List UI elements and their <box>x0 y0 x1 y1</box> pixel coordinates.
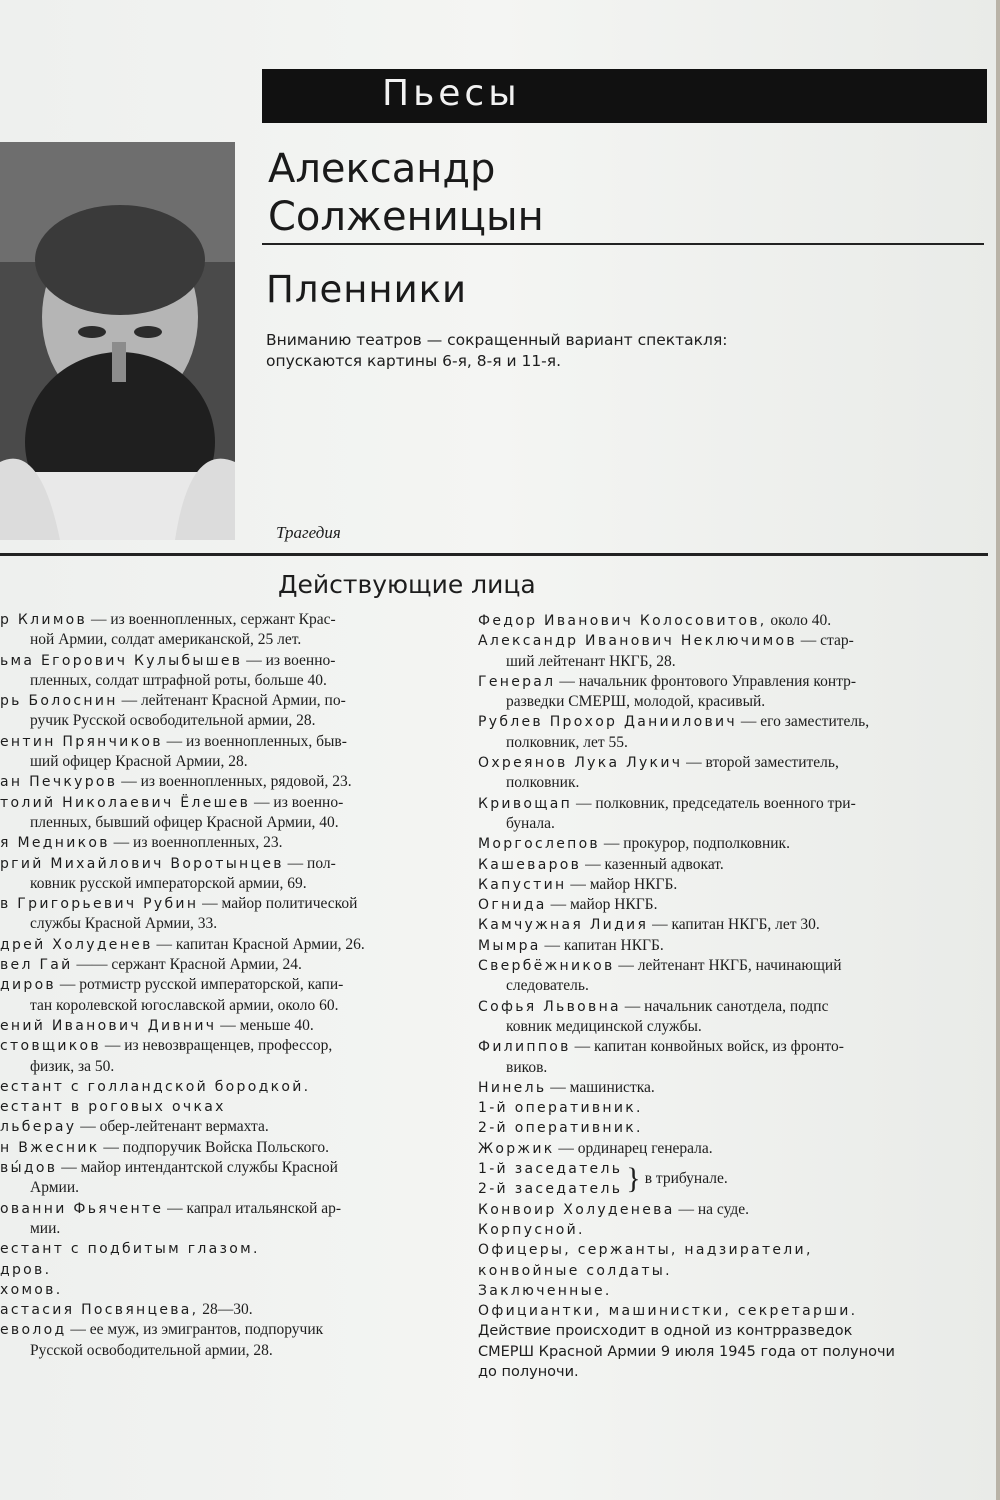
character-name: Охреянов Лука Лукич <box>478 755 683 772</box>
assessor-description: в трибунале. <box>644 1170 728 1188</box>
cast-entry <box>0 1300 450 1320</box>
section-title: Пьесы <box>382 73 521 114</box>
character-description: около 40. <box>766 612 832 629</box>
cast-entry-continuation: тан королевской югославской армии, около 60. <box>30 996 339 1014</box>
character-name: Мымра <box>478 937 541 954</box>
cast-entry <box>478 1139 973 1159</box>
cast-entry <box>0 1016 450 1036</box>
character-name: естант с подбитым глазом. <box>0 1241 260 1258</box>
cast-entry-continuation: бунала. <box>506 814 555 832</box>
character-description: — из военнопленных, быв- <box>162 732 347 750</box>
cast-entry <box>478 1118 973 1138</box>
character-description: — капитан конвойных войск, из фронто- <box>570 1038 844 1056</box>
cast-entry-continuation: ной Армии, солдат американской, 25 лет. <box>30 631 302 649</box>
character-name: ений Иванович Дивнич <box>0 1017 217 1034</box>
cast-entry <box>0 854 450 874</box>
cast-entry-continuation: мии. <box>30 1219 61 1237</box>
character-description: — лейтенант Красной Армии, по- <box>117 692 346 710</box>
character-description: — начальник фронтового Управления контр- <box>555 672 857 690</box>
cast-entry <box>478 895 973 915</box>
author-portrait-photo <box>0 142 235 540</box>
author-first-name: Александр <box>268 146 496 192</box>
character-description: — прокурор, подполковник. <box>599 835 790 853</box>
cast-entry <box>0 833 450 853</box>
character-name: ованни Фьяченте <box>0 1200 164 1217</box>
cast-entry <box>478 712 973 732</box>
character-name: Камчужная Лидия <box>478 917 649 934</box>
cast-entry <box>478 1200 973 1220</box>
section-header-bar <box>262 69 987 123</box>
character-name: вел Гай <box>0 957 73 974</box>
character-description: — машинистка. <box>546 1078 655 1096</box>
brace-symbol: } <box>626 1162 641 1196</box>
cast-entry <box>478 1301 973 1321</box>
cast-entry-continuation: виков. <box>506 1058 548 1076</box>
cast-entry-continuation: физик, за 50. <box>30 1057 115 1075</box>
character-description: — обер-лейтенант вермахта. <box>76 1118 269 1136</box>
setting-line: СМЕРШ Красной Армии 9 июля 1945 года от полуночи <box>478 1343 895 1360</box>
character-name: Официантки, машинистки, секретарши. <box>478 1303 858 1320</box>
cast-entry-continuation: службы Красной Армии, 33. <box>30 915 218 933</box>
character-description: — лейтенант НКГБ, начинающий <box>614 957 842 975</box>
character-name: рь Болоснин <box>0 693 118 710</box>
character-name: Кашеваров <box>478 856 582 873</box>
cast-entry-continuation: разведки СМЕРШ, молодой, красивый. <box>506 693 766 711</box>
character-name: р Климов <box>0 612 88 628</box>
cast-entry <box>478 753 973 773</box>
character-description: — пол- <box>283 854 336 872</box>
character-name: естант в роговых очках <box>0 1099 226 1116</box>
character-name: Федор Иванович Колосовитов, <box>478 613 767 629</box>
character-description: — из военнопленных, сержант Крас- <box>87 611 336 628</box>
character-description: — меньше 40. <box>216 1016 314 1034</box>
character-name: Корпусной. <box>478 1221 585 1238</box>
character-description: 28—30. <box>198 1301 253 1319</box>
assessor-names <box>478 1159 622 1200</box>
cast-entry <box>0 1280 450 1300</box>
assessor-2-name: 2-й заседатель <box>478 1181 623 1198</box>
cast-entry <box>0 894 450 914</box>
character-description: — стар- <box>796 632 854 650</box>
character-description: — из военно- <box>242 651 336 669</box>
character-description: — казенный адвокат. <box>581 855 724 873</box>
cast-entry-continuation: пленных, солдат штрафной роты, больше 40. <box>30 671 327 689</box>
cast-entry <box>0 772 450 792</box>
cast-entry <box>478 631 973 651</box>
cast-entry <box>478 956 973 976</box>
portrait-image <box>0 142 235 540</box>
character-name: Рублев Прохор Даниилович <box>478 714 737 731</box>
cast-entry <box>478 834 973 854</box>
character-name: ргий Михайлович Воротынцев <box>0 855 284 872</box>
character-name: 2-й оперативник. <box>478 1120 643 1137</box>
character-description: — начальник санотдела, подпс <box>620 997 829 1015</box>
character-name: диров <box>0 977 56 994</box>
character-name: вы́дов <box>0 1160 58 1177</box>
cast-entry <box>0 955 450 975</box>
character-name: Кривощап <box>478 795 573 812</box>
character-name: Нинель <box>478 1079 547 1096</box>
cast-entry <box>478 997 973 1017</box>
character-description: — из военнопленных, 23. <box>109 834 283 852</box>
cast-entry-continuation: ковник медицинской службы. <box>506 1017 702 1035</box>
character-description: — на суде. <box>674 1200 749 1218</box>
character-name: Жоржик <box>478 1140 555 1157</box>
cast-entry <box>478 936 973 956</box>
character-name: астасия Посвянцева, <box>0 1302 199 1319</box>
character-name: в Григорьевич Рубин <box>0 896 199 913</box>
character-name: хомов. <box>0 1281 63 1298</box>
character-description: — из военно- <box>250 793 344 811</box>
title-divider <box>262 243 984 245</box>
cast-entry <box>0 1036 450 1056</box>
cast-heading: Действующие лица <box>278 570 536 599</box>
character-description: — ординарец генерала. <box>554 1139 713 1157</box>
character-name: конвойные солдаты. <box>478 1262 672 1279</box>
cast-entry-continuation: полковник. <box>506 774 580 792</box>
character-description: — капитан Красной Армии, 26. <box>152 935 365 953</box>
cast-entry <box>478 794 973 814</box>
cast-list-left <box>0 610 450 1361</box>
cast-entry <box>478 875 973 895</box>
cast-entry <box>0 1158 450 1178</box>
cast-entry <box>478 1281 973 1301</box>
cast-entry-continuation: полковник, лет 55. <box>506 733 628 751</box>
character-name: дрей Холуденев <box>0 936 153 953</box>
character-description: — майор НКГБ. <box>566 875 678 893</box>
character-name: ентин Прянчиков <box>0 733 163 750</box>
character-name: толий Николаевич Ёлешев <box>0 794 251 811</box>
cast-entry <box>478 1098 973 1118</box>
play-title: Пленники <box>266 268 468 311</box>
character-description: — ее муж, из эмигрантов, подпоручик <box>66 1321 324 1339</box>
cast-entry <box>0 935 450 955</box>
character-description: — майор политической <box>198 895 358 913</box>
cast-entry <box>478 1261 973 1281</box>
character-name: н Вжесник <box>0 1139 100 1156</box>
assessor-1-name: 1-й заседатель <box>478 1161 623 1178</box>
character-description: — майор интендантской службы Красной <box>57 1159 338 1177</box>
cast-entry <box>0 610 450 630</box>
character-description: — подпоручик Войска Польского. <box>99 1138 329 1156</box>
character-name: 1-й оперативник. <box>478 1100 643 1117</box>
cast-entry-continuation: ковник русской императорской армии, 69. <box>30 874 307 892</box>
cast-entry <box>478 672 973 692</box>
character-name: дров. <box>0 1261 52 1278</box>
theater-note-line-1: Вниманию театров — сокращенный вариант спектакля: <box>266 331 728 349</box>
character-description: — ротмистр русской императорской, капи- <box>55 976 344 994</box>
cast-entry-continuation: пленных, бывший офицер Красной Армии, 40. <box>30 813 339 831</box>
character-name: Офицеры, сержанты, надзиратели, <box>478 1242 813 1259</box>
character-name: естант с голландской бородкой. <box>0 1078 311 1095</box>
character-name: Заключенные. <box>478 1282 612 1299</box>
character-description: — майор НКГБ. <box>546 896 658 914</box>
cast-entry-continuation: ший офицер Красной Армии, 28. <box>30 753 248 771</box>
theater-note <box>266 330 826 372</box>
character-name: Капустин <box>478 876 567 893</box>
setting-line: до полуночи. <box>478 1363 579 1380</box>
cast-entry <box>0 1097 450 1117</box>
character-name: ан Печкуров <box>0 774 118 791</box>
cast-entry <box>478 1078 973 1098</box>
cast-entry <box>0 1260 450 1280</box>
character-name: Генерал <box>478 673 556 690</box>
cast-entry <box>0 1117 450 1137</box>
cast-entry <box>0 691 450 711</box>
cast-entry <box>478 1220 973 1240</box>
cast-entry <box>478 1037 973 1057</box>
character-name: Огнида <box>478 897 547 914</box>
setting-line: Действие происходит в одной из контрразведок <box>478 1323 853 1340</box>
character-description: — из невозвращенцев, профессор, <box>100 1037 333 1055</box>
character-name: ьма Егорович Кулыбышев <box>0 652 243 669</box>
character-name: Софья Львовна <box>478 998 621 1015</box>
cast-entry <box>0 732 450 752</box>
cast-divider <box>0 553 988 556</box>
cast-entry-continuation: Русской освободительной армии, 28. <box>30 1341 273 1359</box>
cast-entry <box>478 855 973 875</box>
cast-list-right <box>478 611 973 1382</box>
cast-entry <box>0 793 450 813</box>
tribunal-assessors-entry <box>478 1159 973 1200</box>
character-description: — капрал итальянской ар- <box>163 1199 342 1217</box>
character-description: — капитан НКГБ. <box>540 936 664 954</box>
cast-entry-continuation: ручик Русской освободительной армии, 28. <box>30 712 316 730</box>
character-name: Моргослепов <box>478 836 600 853</box>
character-description: —— сержант Красной Армии, 24. <box>72 956 302 974</box>
character-name: Филиппов <box>478 1039 571 1056</box>
character-description: — из военнопленных, рядовой, 23. <box>117 773 352 791</box>
cast-entry <box>478 1240 973 1260</box>
cast-entry <box>0 1199 450 1219</box>
cast-entry <box>478 915 973 935</box>
character-description: — второй заместитель, <box>682 754 839 772</box>
cast-entry <box>478 611 973 631</box>
cast-entry-continuation: следователь. <box>506 977 589 995</box>
cast-entry <box>0 1077 450 1097</box>
character-name: стовщиков <box>0 1038 101 1055</box>
author-name <box>268 145 544 241</box>
character-name: я Медников <box>0 835 110 852</box>
author-last-name: Солженицын <box>268 194 544 240</box>
character-name: Свербёжников <box>478 958 615 975</box>
cast-entry-continuation: ший лейтенант НКГБ, 28. <box>506 652 676 670</box>
character-name: льберау <box>0 1119 77 1136</box>
character-description: — полковник, председатель военного три- <box>572 794 856 812</box>
character-description: — его заместитель, <box>737 713 870 731</box>
character-name: Александр Иванович Неключимов <box>478 633 797 650</box>
cast-entry-continuation: Армии. <box>30 1179 79 1197</box>
cast-entry <box>0 1239 450 1259</box>
cast-entry <box>0 1320 450 1340</box>
genre-label: Трагедия <box>276 523 341 542</box>
cast-entry <box>0 975 450 995</box>
cast-entry <box>0 1138 450 1158</box>
character-name: Конвоир Холуденева <box>478 1201 675 1218</box>
cast-entry <box>0 651 450 671</box>
character-name: еволод <box>0 1322 67 1339</box>
character-description: — капитан НКГБ, лет 30. <box>648 916 820 934</box>
theater-note-line-2: опускаются картины 6-я, 8-я и 11-я. <box>266 352 562 370</box>
